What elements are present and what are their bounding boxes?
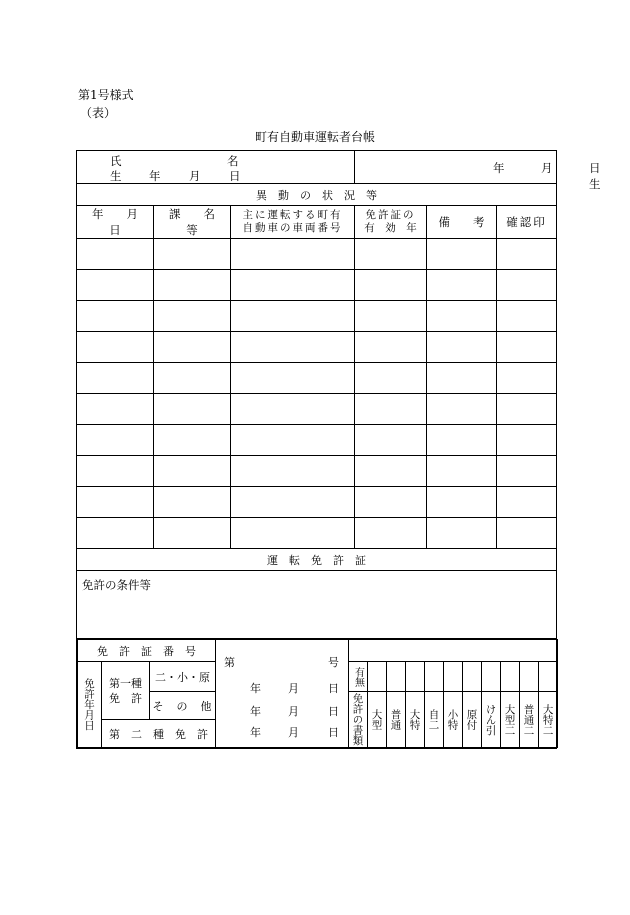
- type-kotoku: 小特: [444, 692, 463, 748]
- cell-vehicle[interactable]: [231, 301, 355, 332]
- class1-other: そ の 他: [150, 692, 216, 720]
- license-detail-block: [77, 639, 557, 749]
- date3-day: 日: [328, 726, 340, 739]
- type-jini: 自二: [425, 692, 444, 748]
- type-daitoku2: 大特二: [539, 692, 558, 748]
- cell-section[interactable]: [154, 363, 231, 394]
- date2-day: 日: [328, 705, 340, 718]
- umu-cell[interactable]: [387, 662, 406, 692]
- table-row: [77, 456, 557, 487]
- types-label-cell: [349, 692, 368, 748]
- table-row: [77, 363, 557, 394]
- type-daitoku: 大特: [406, 692, 425, 748]
- birth-label: 生: [110, 169, 122, 183]
- umu-cell[interactable]: [406, 662, 425, 692]
- cell-remarks[interactable]: [427, 363, 497, 394]
- col-header-date: 年 月 日: [77, 206, 154, 239]
- cell-remarks[interactable]: [427, 332, 497, 363]
- cell-vehicle[interactable]: [231, 239, 355, 270]
- cell-remarks[interactable]: [427, 487, 497, 518]
- date3-month: 月: [288, 726, 300, 739]
- cell-date[interactable]: [77, 456, 154, 487]
- cell-date[interactable]: [77, 363, 154, 394]
- cell-confirm[interactable]: [497, 425, 557, 456]
- name-label-shi: 氏: [110, 154, 122, 168]
- issue-date-label-cell: [78, 662, 102, 748]
- class2-label: 第 二 種 免 許: [102, 720, 216, 748]
- umu-cell[interactable]: [444, 662, 463, 692]
- umu-cell[interactable]: [482, 662, 501, 692]
- cell-confirm[interactable]: [497, 332, 557, 363]
- cell-date[interactable]: [77, 487, 154, 518]
- cell-license[interactable]: [355, 456, 427, 487]
- birthdate-day-label: 日生: [589, 161, 601, 191]
- cell-license[interactable]: [355, 270, 427, 301]
- table-row: [77, 270, 557, 301]
- birth-day-label: 日: [229, 169, 241, 183]
- cell-license[interactable]: [355, 425, 427, 456]
- license-number-field[interactable]: [216, 640, 349, 748]
- license-number-label: 免 許 証 番 号: [78, 640, 216, 662]
- umu-cell[interactable]: [368, 662, 387, 692]
- cell-license[interactable]: [355, 363, 427, 394]
- license-conditions-field[interactable]: [77, 571, 557, 639]
- cell-section[interactable]: [154, 239, 231, 270]
- cell-vehicle[interactable]: [231, 425, 355, 456]
- cell-section[interactable]: [154, 487, 231, 518]
- cell-remarks[interactable]: [427, 301, 497, 332]
- col-header-vehicle: [231, 206, 355, 239]
- form-side: （表）: [80, 106, 117, 120]
- table-row: [77, 332, 557, 363]
- license-dai-label: 第: [224, 656, 236, 669]
- umu-cell[interactable]: [539, 662, 558, 692]
- cell-remarks[interactable]: [427, 394, 497, 425]
- type-kenin: けん引: [482, 692, 501, 748]
- cell-section[interactable]: [154, 270, 231, 301]
- cell-vehicle[interactable]: [231, 518, 355, 549]
- table-row: [77, 394, 557, 425]
- document-title: 町有自動車運転者台帳: [254, 130, 375, 144]
- cell-date[interactable]: [77, 301, 154, 332]
- cell-license[interactable]: [355, 301, 427, 332]
- cell-remarks[interactable]: [427, 425, 497, 456]
- cell-section[interactable]: [154, 394, 231, 425]
- section-license-title: 運 転 免 許 証: [77, 549, 557, 571]
- table-row: [77, 425, 557, 456]
- date1-month: 月: [288, 682, 300, 695]
- birthdate-month-label: 月: [541, 161, 553, 175]
- cell-confirm[interactable]: [497, 363, 557, 394]
- driver-ledger-table: [76, 150, 601, 749]
- table-row: [77, 487, 557, 518]
- form-number: 第1号様式: [78, 88, 134, 102]
- type-futsu2: 普通二: [520, 692, 539, 748]
- col-header-vehicle-line1: 主に運転する町有: [242, 209, 343, 221]
- umu-cell[interactable]: [501, 662, 520, 692]
- type-ogata: 大型: [368, 692, 387, 748]
- cell-section[interactable]: [154, 518, 231, 549]
- class1-label-line2: 免 許: [109, 691, 142, 705]
- cell-confirm[interactable]: [497, 456, 557, 487]
- date2-month: 月: [288, 705, 300, 718]
- cell-license[interactable]: [355, 487, 427, 518]
- cell-remarks[interactable]: [427, 270, 497, 301]
- name-label-mei: 名: [227, 154, 239, 168]
- types-label: 免許の書類: [351, 693, 364, 746]
- license-detail-table: [77, 639, 558, 748]
- cell-date[interactable]: [77, 270, 154, 301]
- name-birth-cell[interactable]: [77, 151, 355, 184]
- col-header-license-valid: [355, 206, 427, 239]
- cell-date[interactable]: [77, 394, 154, 425]
- cell-section[interactable]: [154, 332, 231, 363]
- cell-date[interactable]: [77, 332, 154, 363]
- cell-section[interactable]: [154, 456, 231, 487]
- cell-section[interactable]: [154, 301, 231, 332]
- umu-text: 有無: [352, 666, 364, 687]
- cell-vehicle[interactable]: [231, 456, 355, 487]
- date1-year: 年: [250, 682, 262, 695]
- cell-vehicle[interactable]: [231, 394, 355, 425]
- type-futsu: 普通: [387, 692, 406, 748]
- class1-nishogen: 二・小・原: [150, 662, 216, 692]
- section-changes-title: 異 動 の 状 況 等: [77, 184, 557, 206]
- birth-year-label: 年: [149, 169, 161, 183]
- type-ogata2: 大型二: [501, 692, 520, 748]
- col-header-confirm: 確認印: [497, 206, 557, 239]
- umu-label: [349, 662, 368, 692]
- umu-cell[interactable]: [463, 662, 482, 692]
- col-header-section: 課 名 等: [154, 206, 231, 239]
- col-header-license-line2: 有 効 年: [364, 222, 417, 234]
- cell-remarks[interactable]: [427, 456, 497, 487]
- date1-day: 日: [328, 682, 340, 695]
- cell-license[interactable]: [355, 394, 427, 425]
- cell-confirm[interactable]: [497, 487, 557, 518]
- cell-license[interactable]: [355, 239, 427, 270]
- birth-month-label: 月: [189, 169, 201, 183]
- cell-vehicle[interactable]: [231, 363, 355, 394]
- col-header-license-line1: 免許証の: [365, 209, 416, 221]
- license-conditions-label: 免許の条件等: [82, 578, 151, 592]
- issue-date-label: 免許年月日: [83, 678, 95, 731]
- cell-date[interactable]: [77, 518, 154, 549]
- cell-confirm[interactable]: [497, 301, 557, 332]
- cell-section[interactable]: [154, 425, 231, 456]
- cell-license[interactable]: [355, 518, 427, 549]
- umu-cell[interactable]: [425, 662, 444, 692]
- table-row: [77, 518, 557, 549]
- umu-cell[interactable]: [520, 662, 539, 692]
- class1-label-line1: 第一種: [109, 676, 142, 690]
- cell-license[interactable]: [355, 332, 427, 363]
- cell-remarks[interactable]: [427, 518, 497, 549]
- cell-confirm[interactable]: [497, 270, 557, 301]
- date3-year: 年: [250, 726, 262, 739]
- license-types-header-blank: [349, 640, 558, 662]
- cell-date[interactable]: [77, 239, 154, 270]
- cell-date[interactable]: [77, 425, 154, 456]
- table-row: [77, 239, 557, 270]
- cell-remarks[interactable]: [427, 239, 497, 270]
- cell-vehicle[interactable]: [231, 270, 355, 301]
- date2-year: 年: [250, 705, 262, 718]
- table-row: [77, 301, 557, 332]
- col-header-vehicle-line2: 自動車の車両番号: [242, 222, 343, 234]
- class1-label: [102, 662, 150, 720]
- type-gentsuki: 原付: [463, 692, 482, 748]
- cell-confirm[interactable]: [497, 239, 557, 270]
- birthdate-cell[interactable]: [355, 151, 601, 191]
- cell-confirm[interactable]: [497, 518, 557, 549]
- col-header-remarks: 備 考: [427, 206, 497, 239]
- cell-confirm[interactable]: [497, 394, 557, 425]
- cell-vehicle[interactable]: [231, 332, 355, 363]
- license-go-label: 号: [328, 656, 340, 669]
- birthdate-year-label: 年: [493, 161, 505, 175]
- cell-vehicle[interactable]: [231, 487, 355, 518]
